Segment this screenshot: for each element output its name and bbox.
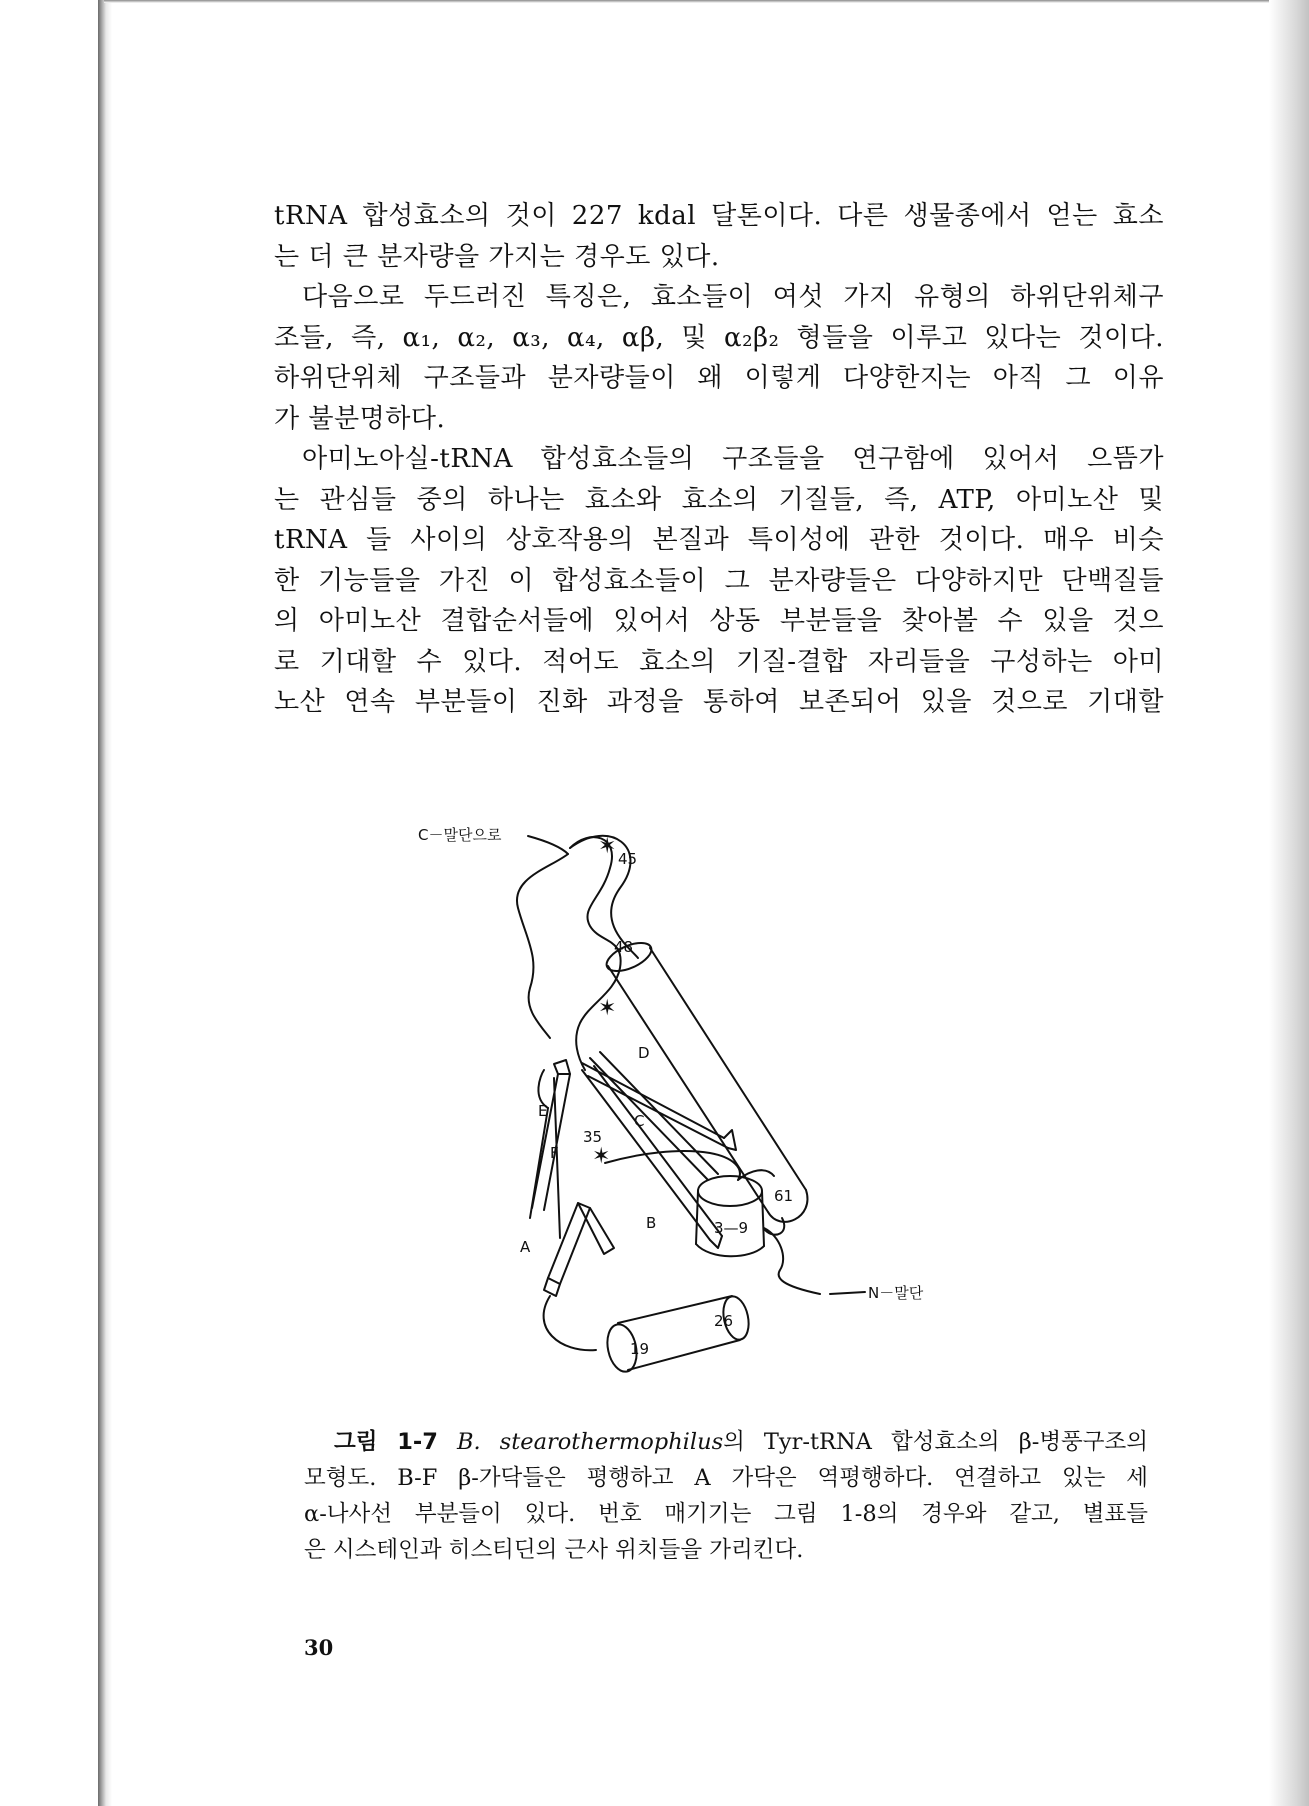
caption-line-4: 은 시스테인과 히스티딘의 근사 위치들을 가리킨다.	[304, 1537, 804, 1563]
label-site-48: 48	[614, 938, 634, 956]
beta-sheet-illustration	[418, 808, 950, 1378]
strand-a	[544, 1203, 614, 1296]
body-line: tRNA 합성효소의 것이 227 kdal 달톤이다. 다른 생물종에서 얻는 효소	[274, 201, 1164, 231]
label-res-26: 26	[714, 1312, 734, 1330]
body-line: 아미노아실-tRNA 합성효소들의 구조들을 연구함에 있어서 으뜸가	[302, 444, 1164, 474]
label-c-terminal: C－말단으로	[418, 826, 502, 844]
label-strand-d: D	[638, 1044, 650, 1062]
n-terminal-chain	[764, 1228, 820, 1294]
strand-e	[532, 1060, 570, 1210]
label-n-terminal: N－말단	[868, 1284, 924, 1302]
body-text	[274, 196, 1164, 723]
label-strand-e: E	[538, 1102, 548, 1120]
caption-species: B. stearothermophilus	[456, 1429, 724, 1455]
label-res-19: 19	[630, 1340, 650, 1358]
body-line: 조들, 즉, α₁, α₂, α₃, α₄, αβ, 및 α₂β₂ 형들을 이루고 있다는 것이다.	[274, 322, 1164, 353]
body-line: 로 기대할 수 있다. 적어도 효소의 기질-결합 자리들을 구성하는 아미	[274, 646, 1164, 677]
body-line: 의 아미노산 결합순서들에 있어서 상동 부분들을 찾아볼 수 있을 것으	[274, 606, 1164, 636]
loop-35	[605, 1151, 774, 1180]
label-res-61: 61	[774, 1187, 794, 1205]
body-line: 하위단위체 구조들과 분자량들이 왜 이렇게 다양한지는 아직 그 이유	[274, 363, 1164, 393]
caption-label: 그림 1-7	[334, 1429, 438, 1455]
body-line: tRNA 들 사이의 상호작용의 본질과 특이성에 관한 것이다. 매우 비슷	[274, 525, 1164, 555]
page-binding-edge	[98, 0, 112, 1806]
label-site-35: 35	[583, 1128, 603, 1146]
figure-beta-sheet-diagram	[418, 808, 950, 1378]
page-number: 30	[304, 1635, 334, 1660]
body-line: 다음으로 두드러진 특징은, 효소들이 여섯 가지 유형의 하위단위체구	[302, 282, 1164, 312]
caption-line-1	[304, 1424, 1148, 1460]
page-top-edge	[104, 0, 1309, 3]
page-right-shadow	[1269, 0, 1309, 1806]
label-strand-f: F	[550, 1144, 559, 1162]
label-strand-c: C	[634, 1112, 645, 1130]
body-line: 가 불분명하다.	[274, 403, 446, 434]
label-strand-a: A	[520, 1238, 531, 1256]
strand-d	[582, 1063, 736, 1150]
helix-cylinder-19-26	[603, 1294, 752, 1374]
caption-line-2: 모형도. B-F β-가닥들은 평행하고 A 가닥은 역평행하다. 연결하고 있는 세	[304, 1465, 1148, 1491]
label-res-3-9: 3—9	[714, 1219, 749, 1237]
n-terminal-pointer	[830, 1292, 865, 1294]
caption-line-3: α-나사선 부분들이 있다. 번호 매기기는 그림 1-8의 경우와 같고, 별표들	[304, 1501, 1148, 1527]
label-site-45: 45	[618, 850, 638, 868]
lower-chain	[544, 1296, 596, 1350]
body-line: 노산 연속 부분들이 진화 과정을 통하여 보존되어 있을 것으로 기대할	[274, 687, 1164, 717]
caption-line-1-rest: 의 Tyr-tRNA 합성효소의 β-병풍구조의	[723, 1429, 1148, 1455]
figure-caption	[304, 1424, 1148, 1568]
star-marker-48-icon: ✶	[598, 996, 617, 1021]
star-marker-35-icon: ✶	[592, 1144, 611, 1169]
label-strand-b: B	[646, 1214, 657, 1232]
body-line: 한 기능들을 가진 이 합성효소들이 그 분자량들은 다양하지만 단백질들	[274, 565, 1164, 596]
star-marker-45-icon: ✶	[598, 834, 617, 859]
body-line: 는 더 큰 분자량을 가지는 경우도 있다.	[274, 241, 720, 272]
body-line: 는 관심들 중의 하나는 효소와 효소의 기질들, 즉, ATP, 아미노산 및	[274, 484, 1164, 515]
